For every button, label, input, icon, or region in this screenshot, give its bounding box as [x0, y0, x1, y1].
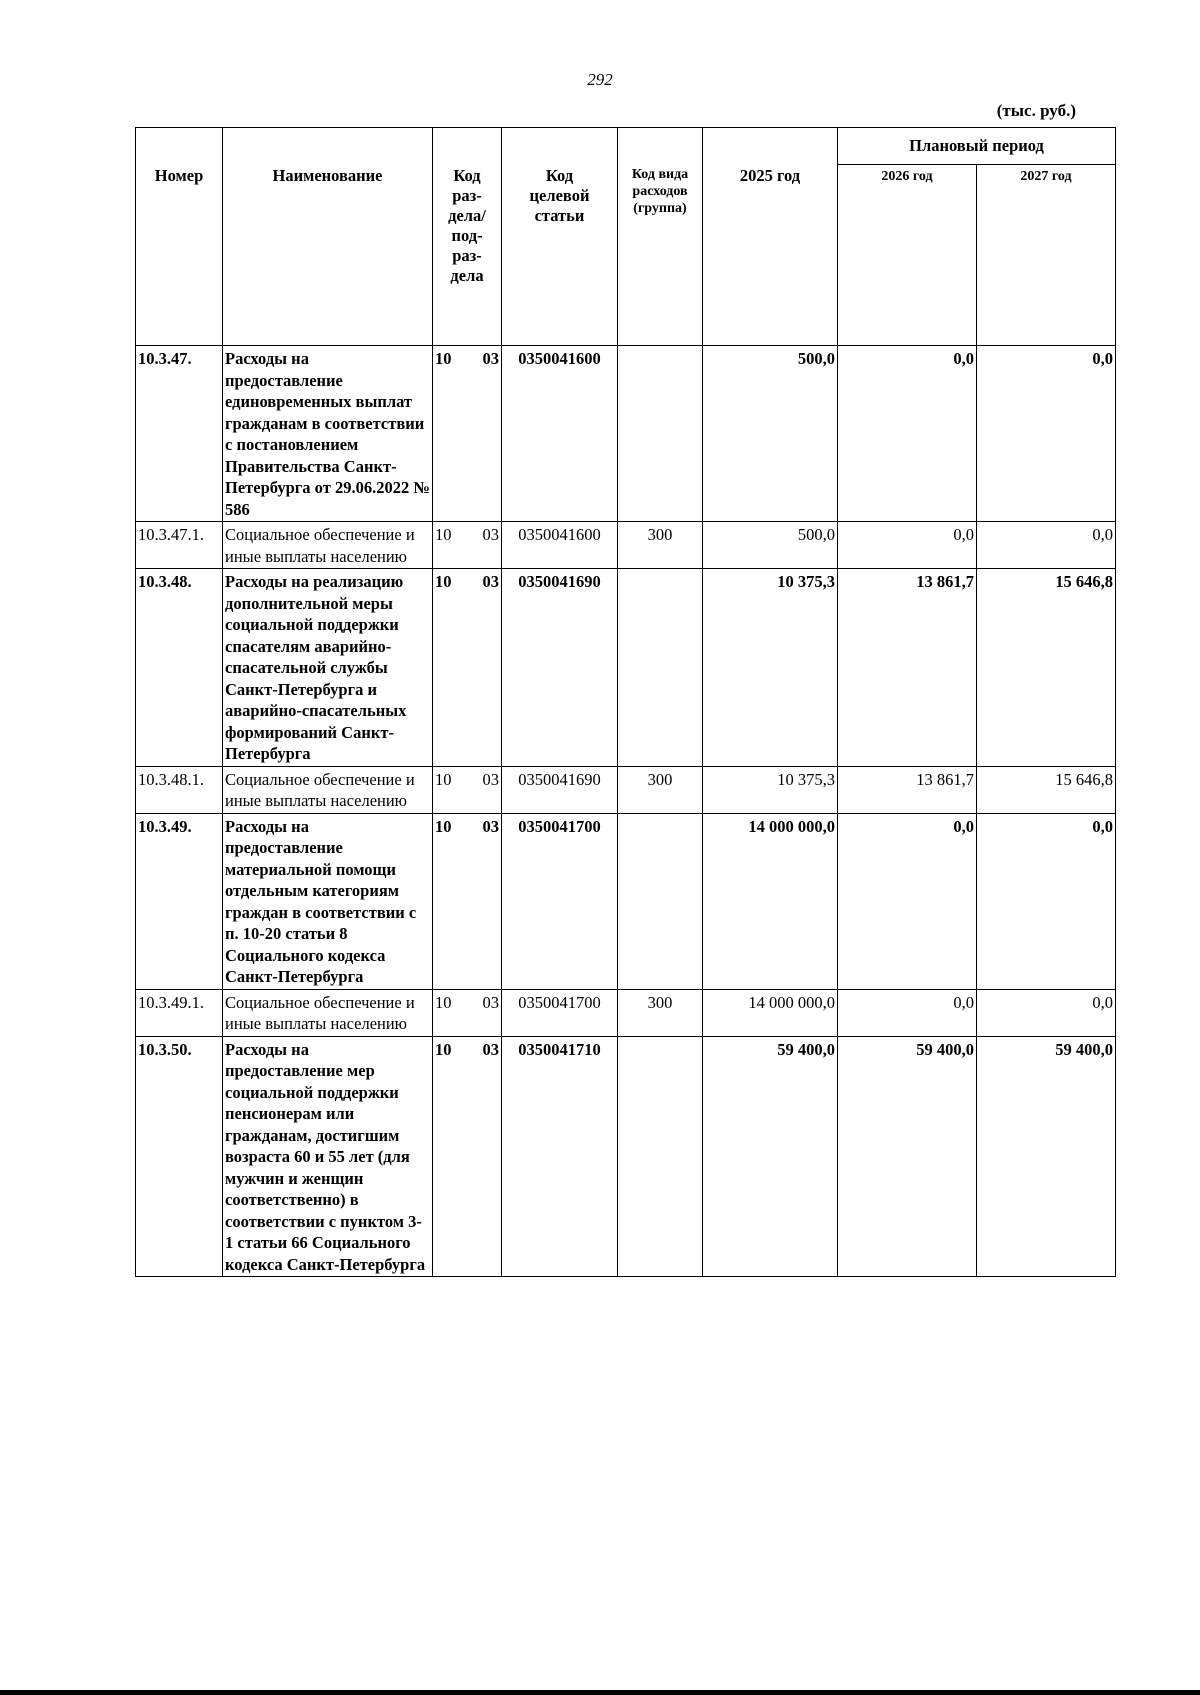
row-name: Расходы на предоставление материальной помощи отдельным категориям граждан в соответствии с п. 10-20 статьи 8 Социального кодекса Санкт-Петербурга — [223, 813, 433, 989]
row-amount-2026: 13 861,7 — [838, 569, 977, 767]
row-name: Расходы на предоставление мер социальной поддержки пенсионерам или гражданам, достигшим возраста 60 и 55 лет (для мужчин и женщин соответственно) в соответствии с пунктом 3-1 статьи 66 Социального кодекса Санкт-Петербурга — [223, 1036, 433, 1277]
table-body — [136, 346, 1116, 1277]
row-number: 10.3.50. — [136, 1036, 223, 1277]
header-number: Номер — [136, 128, 223, 346]
row-subsection: 03 — [482, 769, 499, 789]
header-group-line: Код вида — [631, 167, 689, 182]
units-label: (тыс. руб.) — [996, 101, 1076, 120]
row-target-code: 0350041700 — [502, 989, 618, 1036]
row-target-code: 0350041710 — [502, 1036, 618, 1277]
row-number: 10.3.47.1. — [136, 522, 223, 569]
row-target-code: 0350041690 — [502, 569, 618, 767]
row-target-code: 0350041600 — [502, 346, 618, 522]
row-subsection: 03 — [482, 992, 499, 1012]
header-target — [502, 128, 618, 346]
row-amount-2026: 0,0 — [838, 346, 977, 522]
row-amount-2027: 59 400,0 — [977, 1036, 1116, 1277]
table-row — [136, 813, 1116, 989]
row-section-code — [433, 569, 502, 767]
row-amount-2026: 0,0 — [838, 813, 977, 989]
row-amount-2025: 14 000 000,0 — [703, 813, 838, 989]
row-section: 10 — [435, 572, 452, 591]
row-number: 10.3.48. — [136, 569, 223, 767]
row-amount-2027: 0,0 — [977, 522, 1116, 569]
page-number: 292 — [587, 70, 613, 89]
row-amount-2027: 15 646,8 — [977, 569, 1116, 767]
header-section-line: раз- — [452, 246, 482, 265]
row-target-code: 0350041690 — [502, 766, 618, 813]
row-subsection: 03 — [482, 816, 499, 836]
header-section-line: под- — [451, 226, 483, 245]
table-row — [136, 569, 1116, 767]
row-section: 10 — [435, 525, 452, 544]
row-section-code — [433, 766, 502, 813]
row-section-code — [433, 346, 502, 522]
row-target-code: 0350041700 — [502, 813, 618, 989]
row-number: 10.3.49.1. — [136, 989, 223, 1036]
row-name: Социальное обеспечение и иные выплаты населению — [223, 766, 433, 813]
row-section: 10 — [435, 1039, 452, 1059]
row-number: 10.3.47. — [136, 346, 223, 522]
header-group-line: расходов — [632, 184, 688, 199]
row-amount-2025: 500,0 — [703, 522, 838, 569]
header-target-line: статьи — [534, 206, 585, 225]
row-subsection: 03 — [482, 1039, 499, 1059]
row-amount-2027: 0,0 — [977, 989, 1116, 1036]
row-section: 10 — [435, 816, 452, 836]
table-row — [136, 766, 1116, 813]
header-name: Наименование — [223, 128, 433, 346]
header-target-line: целевой — [529, 186, 590, 205]
table-row — [136, 989, 1116, 1036]
row-section: 10 — [435, 992, 452, 1012]
row-group-code — [618, 346, 703, 522]
row-section-code — [433, 1036, 502, 1277]
row-number: 10.3.49. — [136, 813, 223, 989]
row-amount-2026: 59 400,0 — [838, 1036, 977, 1277]
scan-border — [0, 1690, 1200, 1695]
header-year-2027: 2027 год — [977, 165, 1116, 346]
row-amount-2027: 15 646,8 — [977, 766, 1116, 813]
row-amount-2025: 10 375,3 — [703, 766, 838, 813]
row-section-code — [433, 989, 502, 1036]
table-row — [136, 346, 1116, 522]
row-subsection: 03 — [482, 525, 499, 544]
header-year-2026: 2026 год — [838, 165, 977, 346]
header-plan-period: Плановый период — [838, 128, 1116, 165]
row-section-code — [433, 522, 502, 569]
row-group-code: 300 — [618, 989, 703, 1036]
row-section-code — [433, 813, 502, 989]
row-name: Социальное обеспечение и иные выплаты населению — [223, 522, 433, 569]
header-section-line: раз- — [452, 186, 482, 205]
row-amount-2026: 0,0 — [838, 989, 977, 1036]
row-section: 10 — [435, 349, 452, 368]
row-name: Расходы на реализацию дополнительной меры социальной поддержки спасателям аварийно-спасательной службы Санкт-Петербурга и аварийно-спасательных формирований Санкт-Петербурга — [223, 569, 433, 767]
header-target-line: Код — [545, 166, 574, 185]
row-group-code — [618, 1036, 703, 1277]
header-group — [618, 128, 703, 346]
row-amount-2027: 0,0 — [977, 813, 1116, 989]
row-amount-2025: 14 000 000,0 — [703, 989, 838, 1036]
row-group-code — [618, 569, 703, 767]
row-group-code: 300 — [618, 522, 703, 569]
row-amount-2026: 0,0 — [838, 522, 977, 569]
row-name: Расходы на предоставление единовременных выплат гражданам в соответствии с постановлением Правительства Санкт-Петербурга от 29.06.2022 № 586 — [223, 346, 433, 522]
row-subsection: 03 — [482, 349, 499, 368]
header-section-line: дела — [450, 266, 484, 285]
row-number: 10.3.48.1. — [136, 766, 223, 813]
row-name: Социальное обеспечение и иные выплаты населению — [223, 989, 433, 1036]
table-row — [136, 522, 1116, 569]
row-amount-2026: 13 861,7 — [838, 766, 977, 813]
row-target-code: 0350041600 — [502, 522, 618, 569]
table-header — [136, 128, 1116, 346]
row-amount-2025: 59 400,0 — [703, 1036, 838, 1277]
row-group-code: 300 — [618, 766, 703, 813]
row-section: 10 — [435, 769, 452, 789]
table-row — [136, 1036, 1116, 1277]
header-section-line: дела/ — [448, 206, 486, 225]
header-section — [433, 128, 502, 346]
row-amount-2025: 500,0 — [703, 346, 838, 522]
row-subsection: 03 — [482, 572, 499, 591]
row-amount-2025: 10 375,3 — [703, 569, 838, 767]
header-year-2025: 2025 год — [703, 128, 838, 346]
row-group-code — [618, 813, 703, 989]
header-group-line: (группа) — [633, 201, 687, 216]
row-amount-2027: 0,0 — [977, 346, 1116, 522]
budget-table — [135, 127, 1116, 1277]
header-section-line: Код — [453, 166, 481, 185]
